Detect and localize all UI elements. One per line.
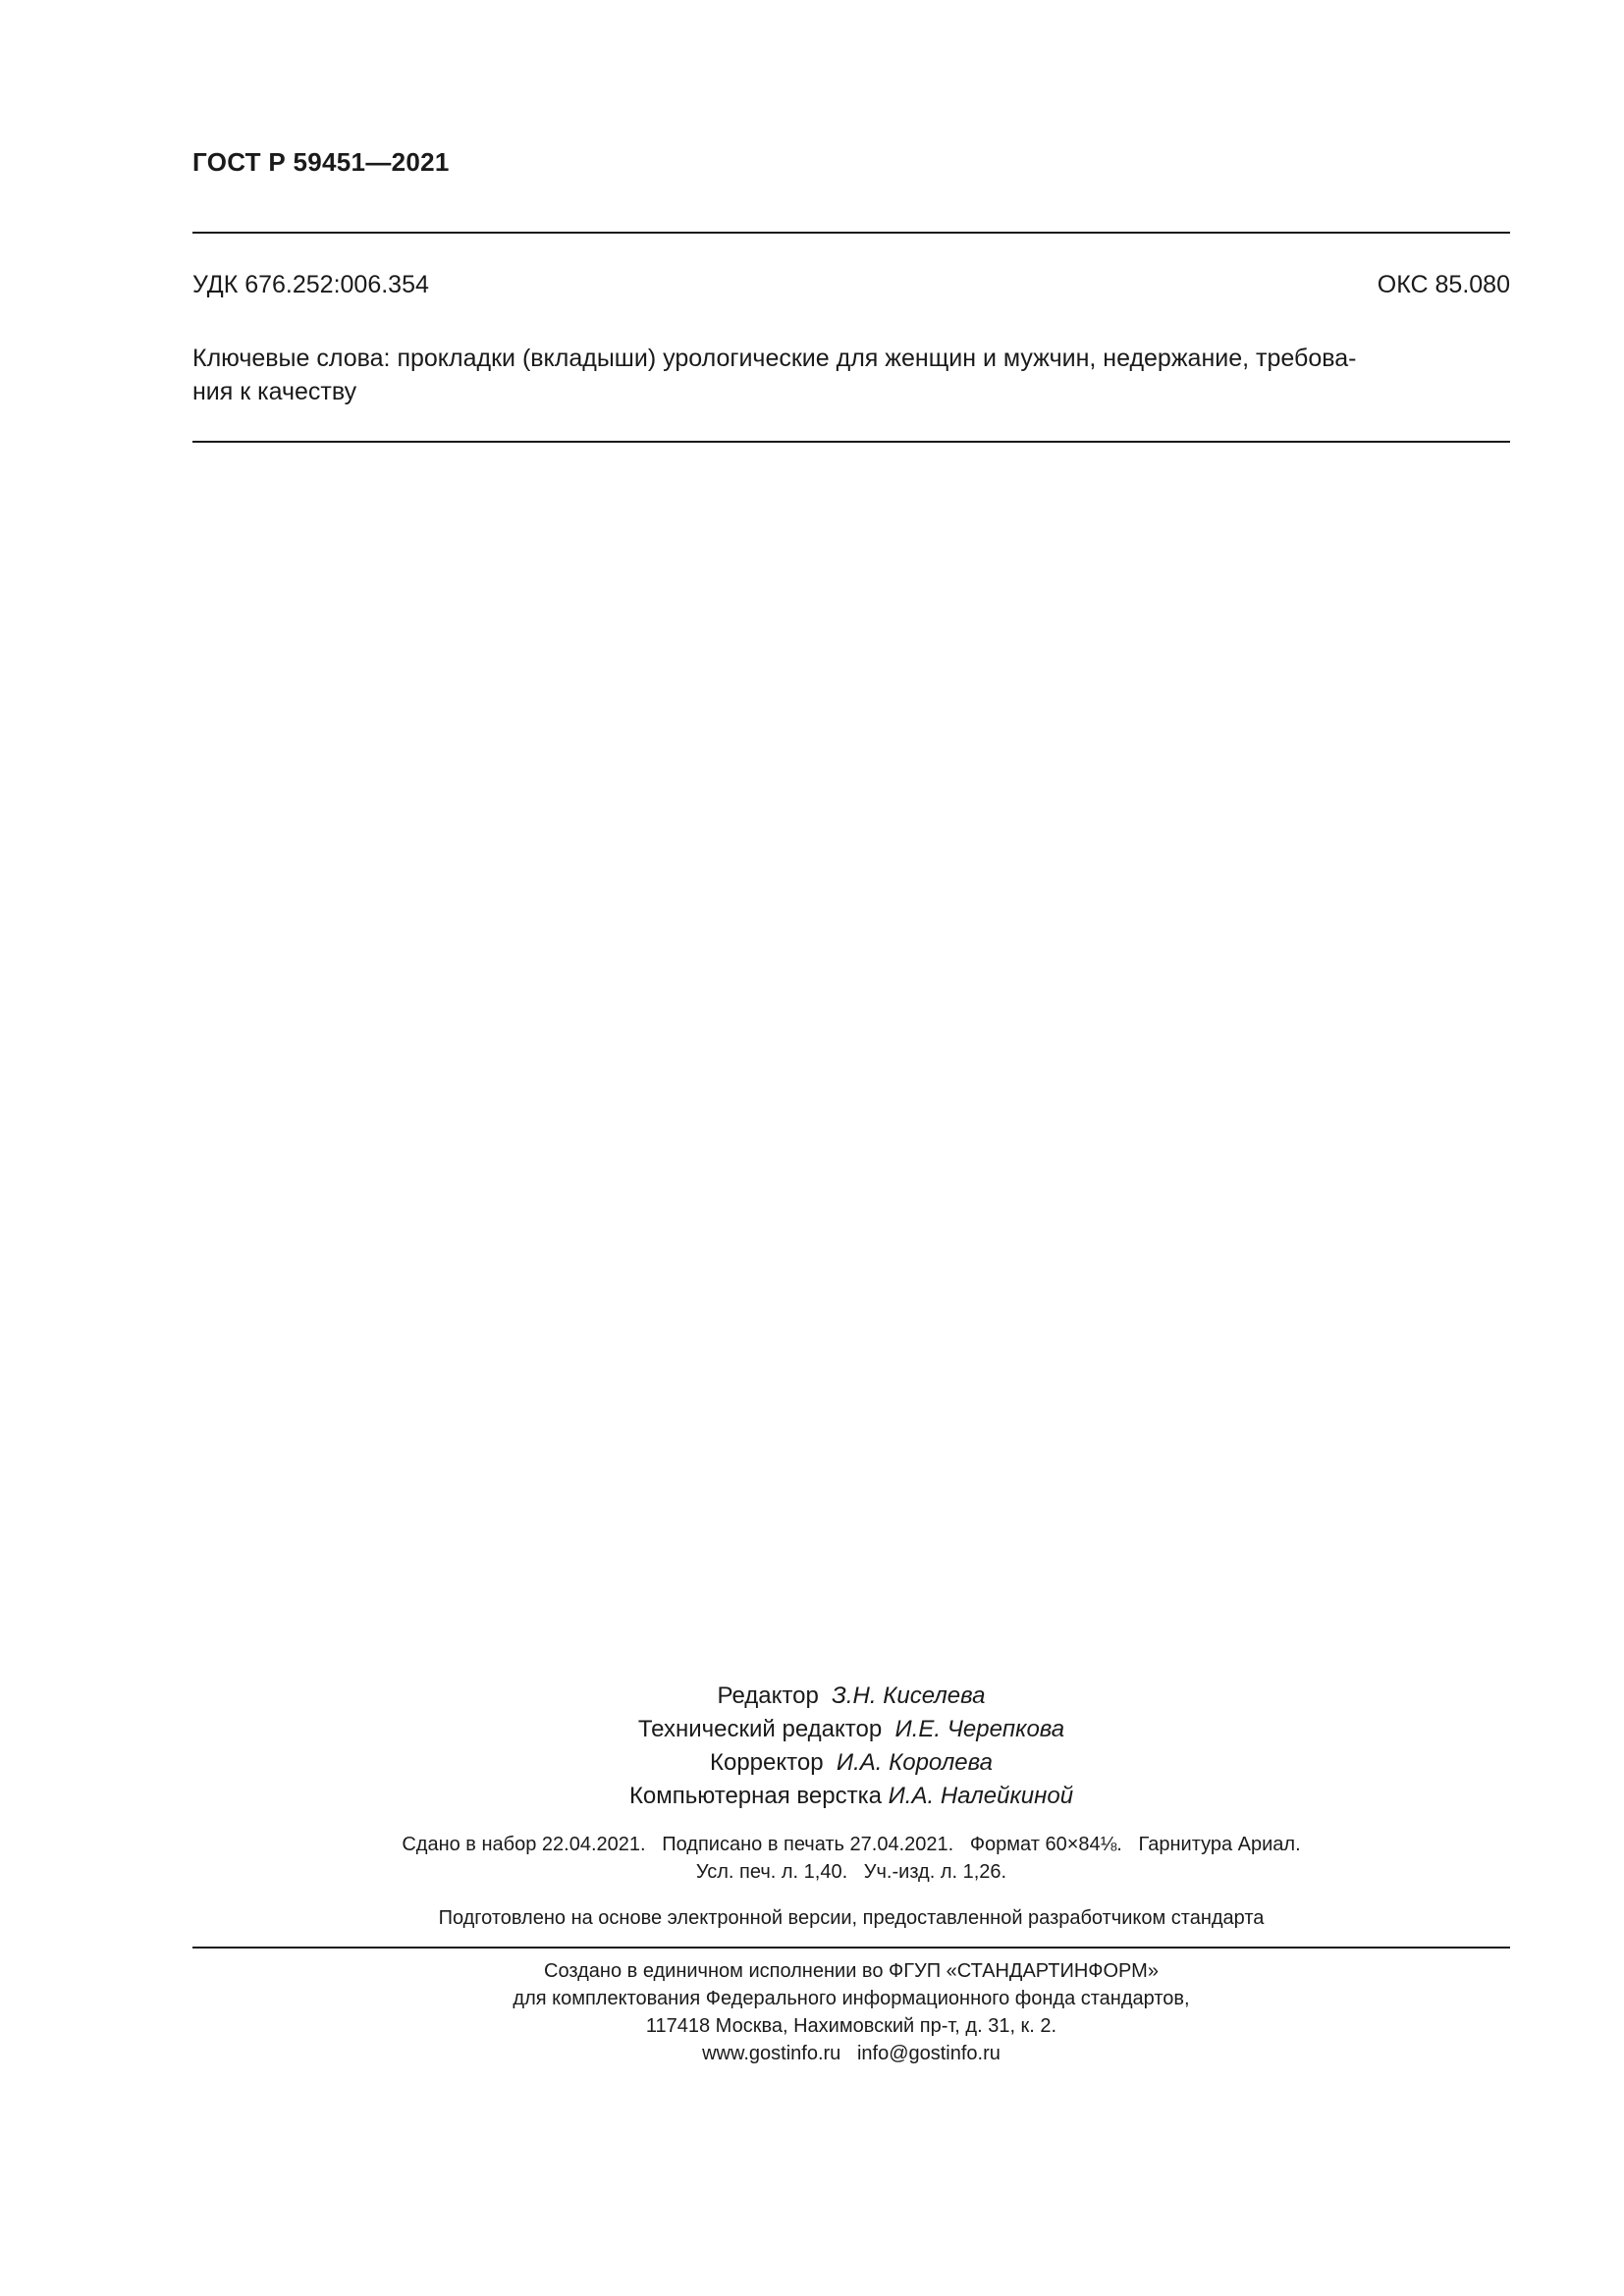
print-info-line-1: Сдано в набор 22.04.2021. Подписано в печать 27.04.2021. Формат 60×84⅛. Гарнитура Ариал. [402, 1834, 1301, 1855]
credit-name: И.А. Налейкиной [888, 1783, 1074, 1809]
credit-role: Редактор [717, 1682, 819, 1709]
keywords-divider [192, 441, 1510, 443]
footer-line-2: для комплектования Федерального информационного фонда стандартов, [513, 1988, 1190, 2009]
footer-line-3: 117418 Москва, Нахимовский пр-т, д. 31, к. 2. [645, 2015, 1057, 2037]
credit-layout [192, 1780, 1510, 1813]
credit-corrector [192, 1746, 1510, 1780]
prepared-note: Подготовлено на основе электронной версии, предоставленной разработчиком стандарта [438, 1907, 1265, 1929]
credit-tech-editor [192, 1713, 1510, 1746]
footer-divider [192, 1947, 1510, 1949]
keywords-line-1: Ключевые слова: прокладки (вкладыши) урологические для женщин и мужчин, недержание, требова- [192, 345, 1357, 372]
keywords-block [192, 342, 1510, 408]
standard-code: ГОСТ Р 59451—2021 [192, 147, 450, 177]
classification-row [192, 271, 1510, 299]
top-divider [192, 232, 1510, 234]
keywords-line-2: ния к качеству [192, 378, 357, 405]
oks-code: ОКС 85.080 [1377, 271, 1510, 298]
publisher-footer [192, 1957, 1510, 2067]
credit-editor [192, 1680, 1510, 1713]
credit-role: Компьютерная верстка [628, 1783, 882, 1809]
udk-code: УДК 676.252:006.354 [192, 271, 429, 298]
footer-line-1: Создано в единичном исполнении во ФГУП «СТАНДАРТИНФОРМ» [544, 1960, 1159, 1982]
credit-role: Корректор [710, 1749, 824, 1776]
print-info-line-2: Усл. печ. л. 1,40. Уч.-изд. л. 1,26. [695, 1861, 1007, 1883]
credit-name: З.Н. Киселева [832, 1682, 986, 1709]
footer-line-4: www.gostinfo.ru info@gostinfo.ru [702, 2043, 1001, 2064]
credit-name: И.А. Королева [836, 1749, 993, 1776]
print-info-block [192, 1831, 1510, 1886]
credit-role: Технический редактор [637, 1716, 883, 1742]
credits-block [192, 1680, 1510, 1813]
credit-name: И.Е. Черепкова [894, 1716, 1065, 1742]
